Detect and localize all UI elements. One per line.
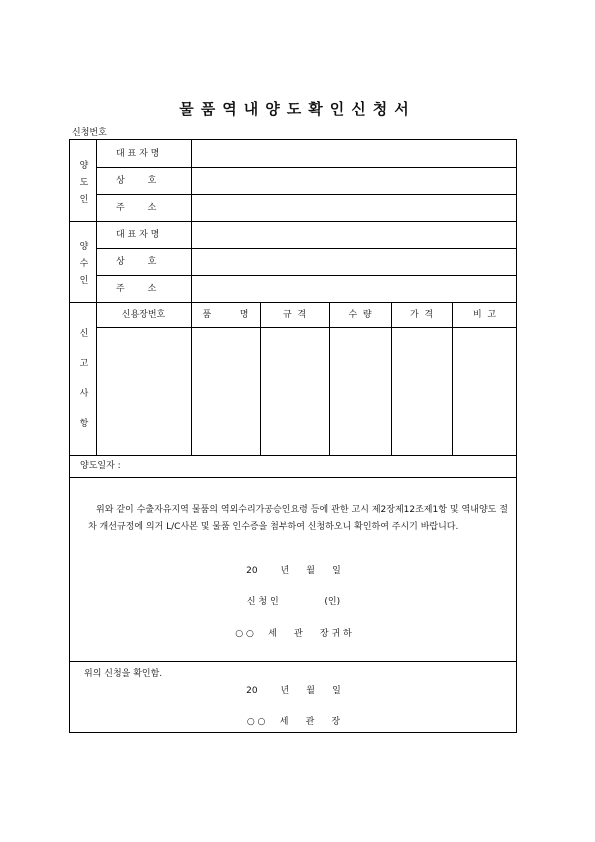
transferee-label-char: 수	[79, 259, 89, 269]
column-header-quantity: 수 량	[348, 310, 372, 320]
transferee-section-label	[76, 243, 92, 286]
transferor-section-label	[76, 162, 92, 205]
transferee-company-label: 상 호	[116, 257, 157, 267]
divider	[96, 140, 97, 455]
report-label-char: 항	[79, 419, 89, 429]
divider	[70, 302, 517, 303]
transferor-address-label: 주 소	[116, 203, 157, 213]
column-header-remarks: 비 고	[472, 310, 497, 320]
transferor-representative-label: 대 표 자 명	[116, 149, 160, 159]
divider	[70, 477, 517, 478]
report-label-char: 고	[79, 359, 89, 369]
divider	[452, 302, 453, 455]
divider	[96, 194, 517, 195]
application-statement: 위와 같이 수출자유지역 물품의 역외수리가공승인요령 등에 관한 고시 제2장제12조제1항 및 역내양도 절차 개선규정에 의거 L/C사본 및 물품 인수증을 첨부하여 신청하오니 확인하여 주시기 바랍니다.	[88, 505, 508, 532]
divider	[391, 302, 392, 455]
confirmation-date-line: 20 년 월 일	[246, 686, 341, 696]
application-number-label: 신청번호	[72, 128, 107, 138]
transfer-date-label: 양도일자 :	[80, 461, 121, 471]
column-header-lc-number: 신용장번호	[121, 310, 166, 320]
report-section-label	[76, 330, 92, 429]
divider	[96, 248, 517, 249]
applicant-signature-line: 신 청 인 (인)	[246, 597, 341, 607]
divider	[70, 221, 517, 222]
report-label-char: 신	[79, 329, 89, 339]
transferor-company-label: 상 호	[116, 176, 157, 186]
column-header-price: 가 격	[409, 310, 434, 320]
addressee-line: ○ ○ 세 관 장 귀 하	[235, 629, 352, 639]
form-title: 물품역내양도확인신청서	[179, 100, 416, 118]
column-header-spec: 규 격	[282, 310, 307, 320]
application-date-line: 20 년 월 일	[246, 566, 341, 576]
confirmation-text: 위의 신청을 확인함.	[84, 669, 163, 679]
customs-signature-line: ○ ○ 세 관 장	[246, 717, 341, 727]
divider	[260, 302, 261, 455]
application-form	[69, 139, 517, 733]
divider	[329, 302, 330, 455]
transferor-label-char: 양	[79, 161, 89, 171]
report-label-char: 사	[79, 389, 89, 399]
divider	[191, 140, 192, 455]
divider	[96, 327, 517, 328]
transferor-label-char: 도	[79, 178, 89, 188]
divider	[96, 275, 517, 276]
divider	[96, 167, 517, 168]
column-header-item-name: 품 명	[202, 310, 249, 320]
divider	[70, 455, 517, 456]
transferee-representative-label: 대 표 자 명	[116, 230, 160, 240]
transferor-label-char: 인	[79, 195, 89, 205]
transferee-address-label: 주 소	[116, 284, 157, 294]
divider	[70, 661, 517, 662]
transferee-label-char: 양	[79, 242, 89, 252]
transferee-label-char: 인	[79, 276, 89, 286]
